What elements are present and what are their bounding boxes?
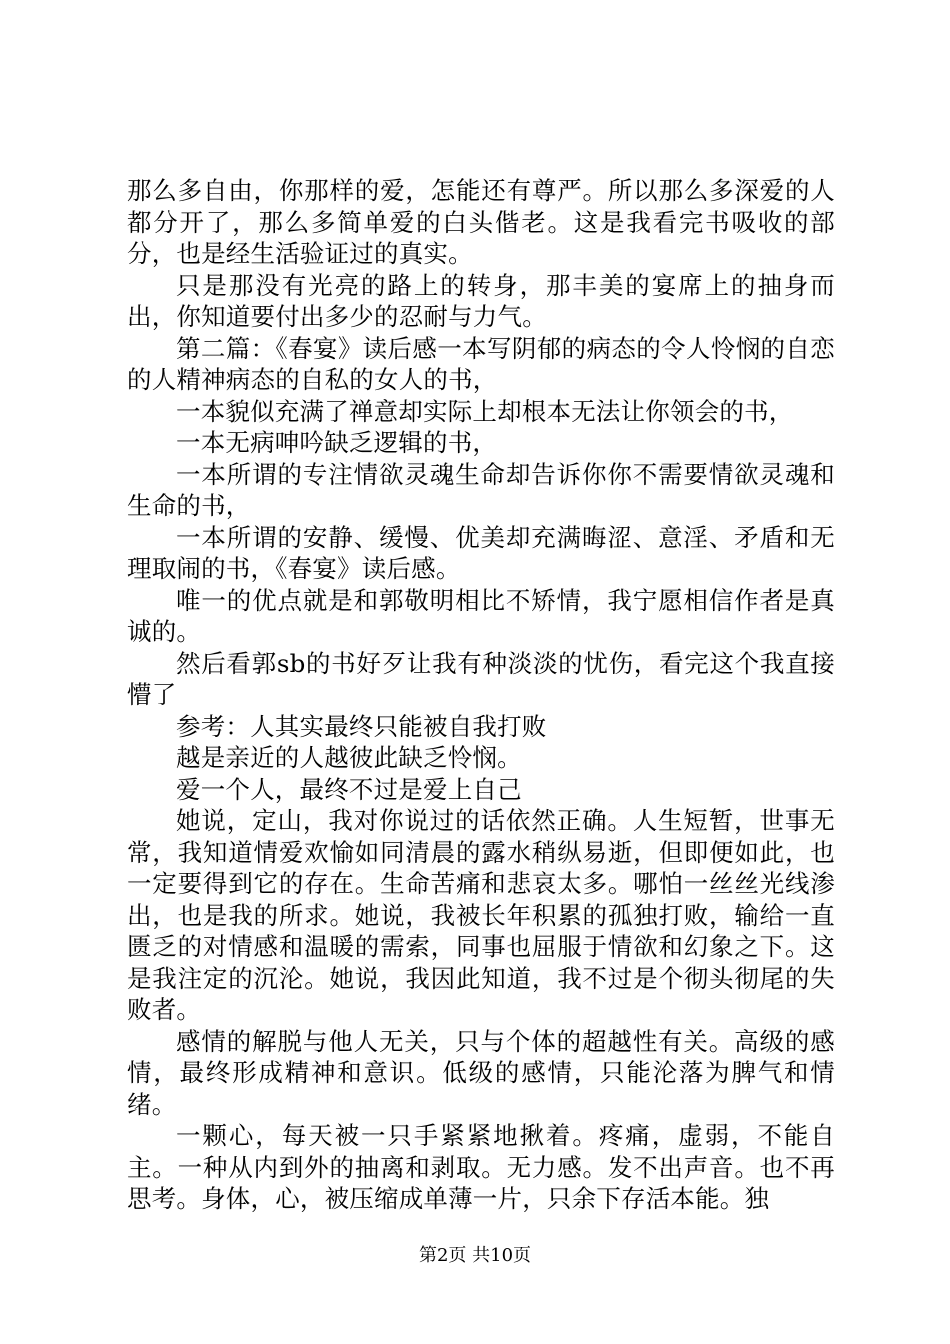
paragraph-3: 第二篇：《春宴》读后感一本写阴郁的病态的令人怜悯的自恋的人精神病态的自私的女人的书， xyxy=(127,333,835,394)
paragraph-5: 一本无病呻吟缺乏逻辑的书， xyxy=(176,428,498,457)
paragraph-14: 感情的解脱与他人无关，只与个体的超越性有关。高级的感情，最终形成精神和意识。低级的感情，只能沦落为脾气和情绪。 xyxy=(127,1026,835,1119)
page-number: 第2页 共10页 xyxy=(418,1245,532,1266)
paragraph-4: 一本貌似充满了禅意却实际上却根本无法让你领会的书， xyxy=(176,396,794,426)
paragraph-15: 一颗心，每天被一只手紧紧地揪着。疼痛，虚弱，不能自主。一种从内到外的抽离和剥取。无力感。发不出声音。也不再思考。身体，心，被压缩成单薄一片，只余下存活本能。独 xyxy=(127,1121,835,1213)
paragraph-11: 越是亲近的人越彼此缺乏怜悯。 xyxy=(176,743,522,772)
paragraph-13: 她说，定山，我对你说过的话依然正确。人生短暂，世事无常，我知道情爱欢愉如同清晨的露水稍纵易逝，但即便如此，也一定要得到它的存在。生命苦痛和悲哀太多。哪怕一丝丝光线渗出，也是我的所求。她说，我被长年积累的孤独打败，输给一直匮乏的对情感和温暖的需索，同事也屈服于情欲和幻象之下。这是我注定的沉沦。她说，我因此知道，我不过是个彻头彻尾的失败者。 xyxy=(127,806,835,1024)
paragraph-7: 一本所谓的安静、缓慢、优美却充满晦涩、意淫、矛盾和无理取闹的书，《春宴》读后感。 xyxy=(127,522,835,583)
paragraph-10: 参考：人其实最终只能被自我打败 xyxy=(176,711,547,741)
paragraph-2: 只是那没有光亮的路上的转身，那丰美的宴席上的抽身而出，你知道要付出多少的忍耐与力气。 xyxy=(127,270,835,331)
page-footer xyxy=(0,1245,950,1267)
body-text xyxy=(127,175,835,1215)
paragraph-9: 然后看郭sb的书好歹让我有种淡淡的忧伤，看完这个我直接懵了 xyxy=(127,648,835,709)
paragraph-12: 爱一个人，最终不过是爱上自己 xyxy=(176,774,522,804)
paragraph-8: 唯一的优点就是和郭敬明相比不矫情，我宁愿相信作者是真诚的。 xyxy=(127,585,835,646)
paragraph-6: 一本所谓的专注情欲灵魂生命却告诉你你不需要情欲灵魂和生命的书， xyxy=(127,459,835,520)
paragraph-1: 那么多自由，你那样的爱，怎能还有尊严。所以那么多深爱的人都分开了，那么多简单爱的白头偕老。这是我看完书吸收的部分，也是经生活验证过的真实。 xyxy=(127,176,835,268)
